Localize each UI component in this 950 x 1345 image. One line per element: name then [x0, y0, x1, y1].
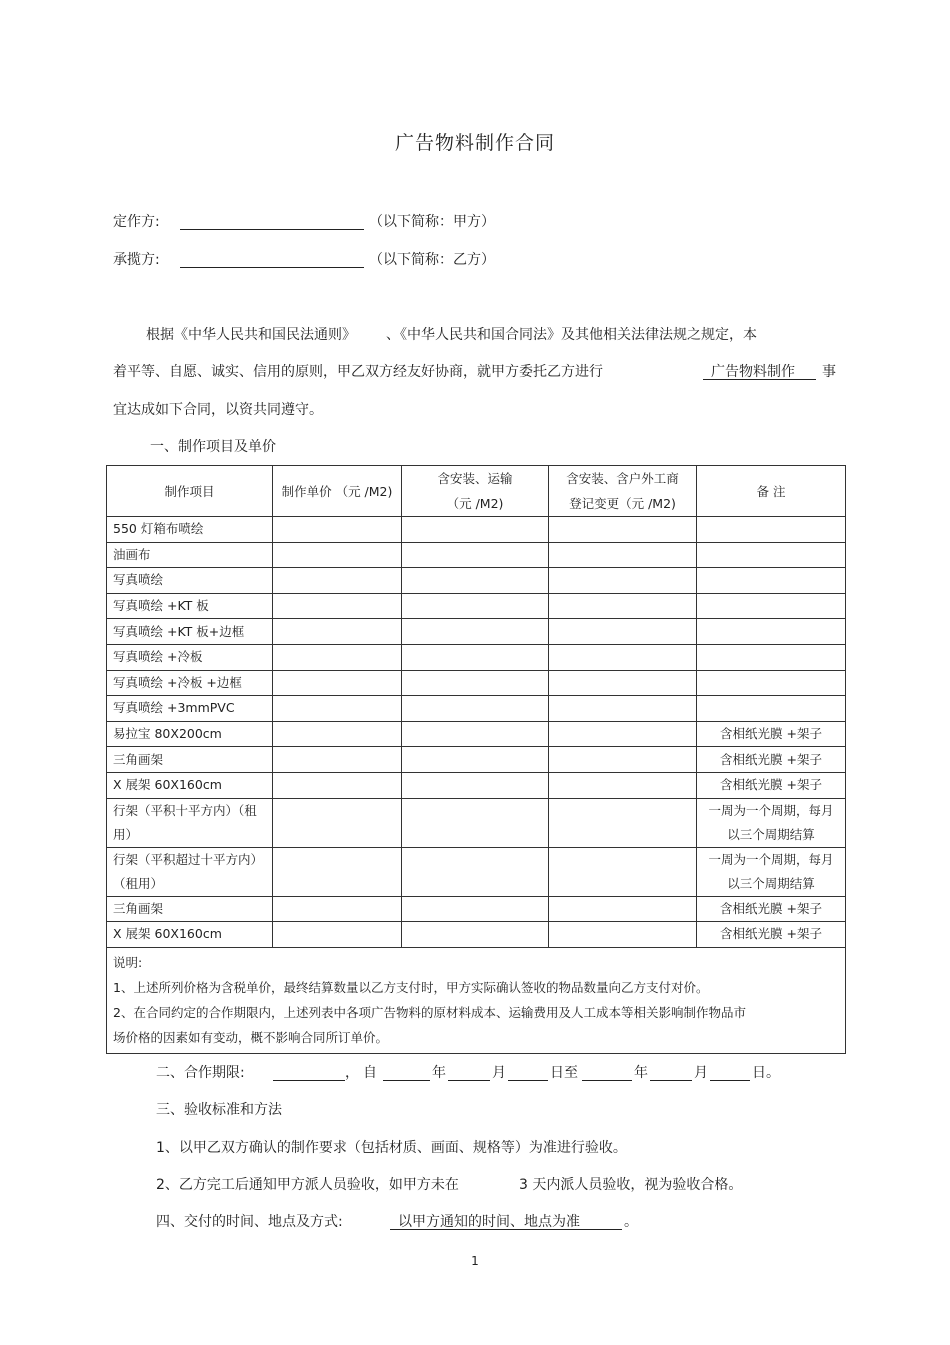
- outdoor-price-cell[interactable]: [549, 896, 697, 922]
- unit-price-cell[interactable]: [273, 747, 402, 773]
- section2-month2: 月: [694, 1065, 708, 1081]
- intro-line1-a: 根据《中华人民共和国民法通则》: [146, 327, 356, 343]
- section3-clause1: 1、以甲乙双方确认的制作要求（包括材质、画面、规格等）为准进行验收。: [156, 1140, 627, 1156]
- install-price-cell[interactable]: [402, 670, 549, 696]
- item-name: 写真喷绘 +冷板 +边框: [107, 670, 273, 696]
- item-name: 写真喷绘 +KT 板: [107, 593, 273, 619]
- period-blank[interactable]: [273, 1080, 345, 1081]
- outdoor-price-cell[interactable]: [549, 593, 697, 619]
- item-name: 写真喷绘: [107, 568, 273, 594]
- unit-price-cell[interactable]: [273, 542, 402, 568]
- table-row: [107, 847, 846, 896]
- start-day-blank[interactable]: [508, 1080, 548, 1081]
- outdoor-price-cell[interactable]: [549, 798, 697, 847]
- outdoor-price-cell[interactable]: [549, 517, 697, 543]
- table-row: [107, 696, 846, 722]
- item-name: 易拉宝 80X200cm: [107, 721, 273, 747]
- install-price-cell[interactable]: [402, 922, 549, 948]
- table-row: [107, 922, 846, 948]
- header-remark: 备 注: [697, 466, 846, 517]
- table-row: [107, 670, 846, 696]
- remark-cell[interactable]: [697, 568, 846, 594]
- note-2a: 2、在合同约定的合作期限内，上述列表中各项广告物料的原材料成本、运输费用及人工成本等相关影响制作物品市: [113, 1004, 746, 1020]
- outdoor-price-cell[interactable]: [549, 747, 697, 773]
- unit-price-cell[interactable]: [273, 798, 402, 847]
- section2-month: 月: [492, 1065, 506, 1081]
- item-name: X 展架 60X160cm: [107, 772, 273, 798]
- section2-from: 自: [363, 1065, 377, 1081]
- party-b-blank[interactable]: [180, 267, 364, 268]
- section2-label: 二、合作期限:: [156, 1065, 245, 1081]
- remark-cell[interactable]: 含相纸光膜 +架子: [697, 922, 846, 948]
- header-outdoor-line1: 含安装、含户外工商: [566, 471, 679, 486]
- section3-clause2-a: 2、乙方完工后通知甲方派人员验收，如甲方未在: [156, 1177, 459, 1193]
- outdoor-price-cell[interactable]: [549, 670, 697, 696]
- table-row: [107, 593, 846, 619]
- item-name: X 展架 60X160cm: [107, 922, 273, 948]
- install-price-cell[interactable]: [402, 721, 549, 747]
- start-month-blank[interactable]: [448, 1080, 490, 1081]
- install-price-cell[interactable]: [402, 847, 549, 896]
- section2-comma: ，: [345, 1065, 359, 1081]
- header-unit-price: 制作单价 （元 /M2): [273, 466, 402, 517]
- unit-price-cell[interactable]: [273, 896, 402, 922]
- install-price-cell[interactable]: [402, 644, 549, 670]
- section4-underline: [390, 1229, 622, 1230]
- outdoor-price-cell[interactable]: [549, 847, 697, 896]
- unit-price-cell[interactable]: [273, 922, 402, 948]
- outdoor-price-cell[interactable]: [549, 922, 697, 948]
- install-price-cell[interactable]: [402, 568, 549, 594]
- outdoor-price-cell[interactable]: [549, 721, 697, 747]
- header-install-transport: [402, 466, 549, 517]
- intro-line2-fill: 广告物料制作: [711, 364, 795, 380]
- install-price-cell[interactable]: [402, 798, 549, 847]
- outdoor-price-cell[interactable]: [549, 619, 697, 645]
- table-notes-row: [107, 947, 846, 1053]
- intro-line1-b: 、《中华人民共和国合同法》及其他相关法律法规之规定，本: [386, 327, 757, 343]
- section3-clause2-b: 3 天内派人员验收，视为验收合格。: [519, 1177, 743, 1193]
- table-header-row: [107, 466, 846, 517]
- remark-cell[interactable]: [697, 593, 846, 619]
- header-install-transport-line1: 含安装、运输: [437, 471, 513, 486]
- install-price-cell[interactable]: [402, 542, 549, 568]
- unit-price-cell[interactable]: [273, 721, 402, 747]
- section2-year: 年: [432, 1065, 446, 1081]
- end-year-blank[interactable]: [582, 1080, 632, 1081]
- table-row: [107, 644, 846, 670]
- remark-cell[interactable]: 含相纸光膜 +架子: [697, 721, 846, 747]
- remark-cell[interactable]: [697, 670, 846, 696]
- intro-line3: 宜达成如下合同，以资共同遵守。: [113, 402, 323, 418]
- table-row: [107, 798, 846, 847]
- party-b-label: 承揽方:: [113, 252, 160, 268]
- header-install-transport-line2: （元 /M2): [446, 496, 504, 511]
- item-name: 油画布: [107, 542, 273, 568]
- party-a-blank[interactable]: [180, 229, 364, 230]
- outdoor-price-cell[interactable]: [549, 772, 697, 798]
- install-price-cell[interactable]: [402, 517, 549, 543]
- remark-cell[interactable]: [697, 517, 846, 543]
- section4-end: 。: [624, 1214, 638, 1230]
- remark-cell[interactable]: 含相纸光膜 +架子: [697, 747, 846, 773]
- section3-heading: 三、验收标准和方法: [156, 1102, 282, 1118]
- unit-price-cell[interactable]: [273, 696, 402, 722]
- section2-day-end: 日。: [752, 1065, 780, 1081]
- unit-price-cell[interactable]: [273, 847, 402, 896]
- install-price-cell[interactable]: [402, 619, 549, 645]
- unit-price-cell[interactable]: [273, 593, 402, 619]
- section2-day-to: 日至: [550, 1065, 578, 1081]
- table-row: [107, 568, 846, 594]
- section4-label: 四、交付的时间、地点及方式:: [156, 1214, 343, 1230]
- unit-price-cell[interactable]: [273, 644, 402, 670]
- install-price-cell[interactable]: [402, 896, 549, 922]
- header-item: 制作项目: [107, 466, 273, 517]
- table-row: [107, 747, 846, 773]
- intro-line2-a: 着平等、自愿、诚实、信用的原则，甲乙双方经友好协商，就甲方委托乙方进行: [113, 364, 603, 380]
- pricing-table: [106, 465, 846, 1054]
- end-month-blank[interactable]: [650, 1080, 692, 1081]
- unit-price-cell[interactable]: [273, 619, 402, 645]
- table-row: [107, 721, 846, 747]
- item-name: 行架（平积十平方内）（租用）: [107, 798, 273, 847]
- section2-year2: 年: [634, 1065, 648, 1081]
- unit-price-cell[interactable]: [273, 568, 402, 594]
- table-row: [107, 619, 846, 645]
- remark-cell[interactable]: [697, 696, 846, 722]
- page-number: 1: [471, 1254, 479, 1268]
- table-notes: [107, 947, 846, 1053]
- table-row: [107, 772, 846, 798]
- item-name: 写真喷绘 +3mmPVC: [107, 696, 273, 722]
- remark-cell[interactable]: 一周为一个周期，每月以三个周期结算: [697, 847, 846, 896]
- outdoor-price-cell[interactable]: [549, 644, 697, 670]
- section1-heading: 一、制作项目及单价: [150, 439, 276, 455]
- remark-cell[interactable]: [697, 542, 846, 568]
- intro-fill-underline: [703, 379, 816, 380]
- table-row: [107, 542, 846, 568]
- remark-cell[interactable]: [697, 644, 846, 670]
- unit-price-cell[interactable]: [273, 772, 402, 798]
- install-price-cell[interactable]: [402, 696, 549, 722]
- remark-cell[interactable]: 含相纸光膜 +架子: [697, 772, 846, 798]
- table-row: [107, 896, 846, 922]
- table-row: [107, 517, 846, 543]
- item-name: 行架（平积超过十平方内）（租用）: [107, 847, 273, 896]
- intro-line2-b: 事: [822, 364, 836, 380]
- outdoor-price-cell[interactable]: [549, 542, 697, 568]
- install-price-cell[interactable]: [402, 593, 549, 619]
- item-name: 三角画架: [107, 747, 273, 773]
- start-year-blank[interactable]: [383, 1080, 430, 1081]
- header-outdoor-line2: 登记变更（元 /M2): [569, 496, 676, 511]
- item-name: 550 灯箱布喷绘: [107, 517, 273, 543]
- notes-heading: 说明:: [113, 954, 143, 970]
- item-name: 三角画架: [107, 896, 273, 922]
- end-day-blank[interactable]: [710, 1080, 750, 1081]
- item-name: 写真喷绘 +KT 板+边框: [107, 619, 273, 645]
- party-a-suffix: （以下简称：甲方）: [369, 214, 495, 230]
- outdoor-price-cell[interactable]: [549, 568, 697, 594]
- note-2b: 场价格的因素如有变动，概不影响合同所订单价。: [113, 1029, 389, 1045]
- install-price-cell[interactable]: [402, 772, 549, 798]
- item-name: 写真喷绘 +冷板: [107, 644, 273, 670]
- section4-fill: 以甲方通知的时间、地点为准: [398, 1214, 580, 1230]
- header-outdoor-registration: [549, 466, 697, 517]
- party-b-suffix: （以下简称：乙方）: [369, 252, 495, 268]
- unit-price-cell[interactable]: [273, 670, 402, 696]
- outdoor-price-cell[interactable]: [549, 696, 697, 722]
- unit-price-cell[interactable]: [273, 517, 402, 543]
- document-title: 广告物料制作合同: [394, 132, 555, 154]
- install-price-cell[interactable]: [402, 747, 549, 773]
- remark-cell[interactable]: [697, 619, 846, 645]
- remark-cell[interactable]: 一周为一个周期，每月以三个周期结算: [697, 798, 846, 847]
- party-a-label: 定作方:: [113, 214, 160, 230]
- remark-cell[interactable]: 含相纸光膜 +架子: [697, 896, 846, 922]
- note-1: 1、上述所列价格为含税单价，最终结算数量以乙方支付时，甲方实际确认签收的物品数量向乙方支付对价。: [113, 979, 709, 995]
